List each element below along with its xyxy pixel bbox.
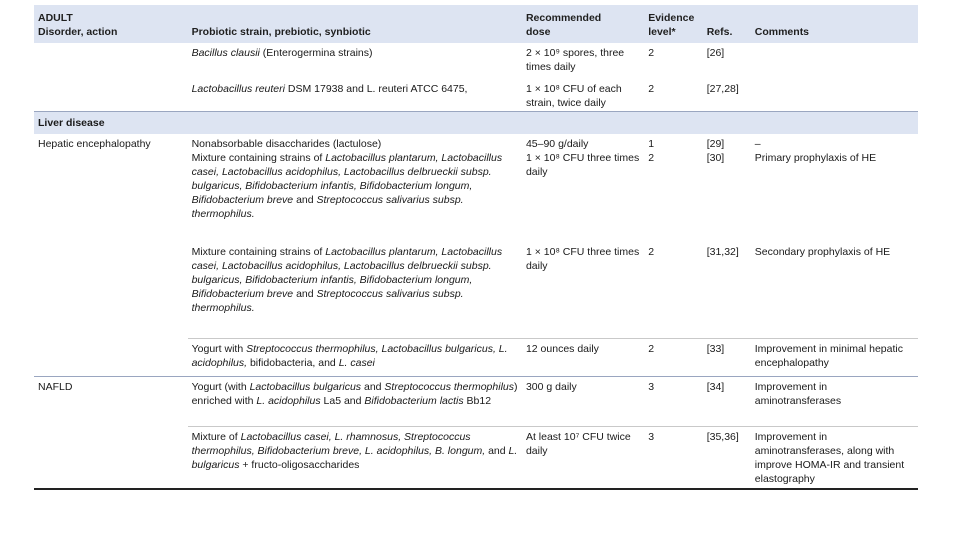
- strain-cell: Mixture containing strains of Lactobacillus plantarum, Lactobacillus casei, Lactobacillus acidophilus, Lactobacillus delbrueckii subsp. bulgaricus, Bifidobacterium infantis, Bifidobacterium longum, Bifidobacterium breve and Streptococcus salivarius subsp. thermophilus.: [191, 245, 503, 314]
- table-row: [34, 245, 918, 339]
- refs-cell: [29]: [706, 137, 725, 150]
- header-dose-line1: Recommended: [522, 5, 644, 25]
- section-row-liver: [34, 111, 918, 134]
- header-disorder: Disorder, action: [34, 25, 188, 43]
- comments-cell: [751, 43, 918, 79]
- comments-cell: Primary prophylaxis of HE: [754, 151, 877, 164]
- evidence-cell: 2: [648, 245, 655, 258]
- header-refs: Refs.: [703, 25, 751, 43]
- strain-cell: Yogurt with Streptococcus thermophilus, Lactobacillus bulgaricus, L. acidophilus, bifidobacteria, and L. casei: [188, 339, 522, 377]
- header-evidence-line2: level*: [644, 25, 703, 43]
- comments-cell: Secondary prophylaxis of HE: [754, 245, 891, 258]
- strain-cell: Bacillus clausii (Enterogermina strains): [191, 47, 373, 59]
- evidence-cell: 3: [644, 377, 703, 427]
- refs-cell: [31,32]: [706, 245, 739, 258]
- table-row: [34, 151, 918, 245]
- strain-cell: Mixture of Lactobacillus casei, L. rhamnosus, Streptococcus thermophilus, Bifidobacterium breve, L. acidophilus, B. longum, and L. bulgaricus + fructo-oligosaccharides: [188, 427, 522, 489]
- comments-cell: –: [754, 137, 761, 150]
- evidence-cell: 2: [648, 83, 655, 95]
- header-dose-line2: dose: [522, 25, 644, 43]
- refs-cell: [26]: [706, 47, 725, 59]
- comments-cell: Improvement in aminotransferases, along with improve HOMA-IR and transient elastography: [751, 427, 918, 489]
- dose-cell: 1 × 10⁸ CFU three times daily: [525, 245, 640, 272]
- comments-cell: [751, 79, 918, 111]
- header-evidence-line1: Evidence: [644, 5, 703, 25]
- table-row: [34, 377, 918, 427]
- section-title: Liver disease: [34, 111, 918, 134]
- dose-cell: 2 × 10⁹ spores, three times daily: [525, 47, 625, 73]
- dose-cell: 12 ounces daily: [522, 339, 644, 377]
- refs-cell: [27,28]: [706, 83, 739, 95]
- refs-cell: [30]: [706, 151, 725, 164]
- dose-cell: At least 10⁷ CFU twice daily: [522, 427, 644, 489]
- refs-cell: [35,36]: [703, 427, 751, 489]
- table-row: [34, 79, 918, 111]
- dose-cell: 1 × 10⁸ CFU of each strain, twice daily: [525, 83, 622, 109]
- evidence-cell: 2: [648, 47, 655, 59]
- strain-cell: Mixture containing strains of Lactobacillus plantarum, Lactobacillus casei, Lactobacillus acidophilus, Lactobacillus delbrueckii subsp. bulgaricus, Bifidobacterium infantis, Bifidobacterium longum, Bifidobacterium breve and Streptococcus salivarius subsp. thermophilus.: [191, 151, 503, 220]
- disorder-cell: Hepatic encephalopathy: [38, 137, 151, 150]
- dose-cell: 300 g daily: [522, 377, 644, 427]
- refs-cell: [33]: [703, 339, 751, 377]
- strain-cell: Nonabsorbable disaccharides (lactulose): [191, 137, 382, 150]
- probiotics-table: [34, 5, 918, 490]
- disorder-cell: NAFLD: [34, 377, 188, 427]
- header-adult: ADULT: [34, 5, 188, 25]
- evidence-cell: 2: [648, 151, 655, 164]
- header-comments: Comments: [751, 25, 918, 43]
- dose-cell: 1 × 10⁸ CFU three times daily: [525, 151, 640, 178]
- table-row: [34, 339, 918, 377]
- header-row-2: [34, 25, 918, 43]
- header-strain: Probiotic strain, prebiotic, synbiotic: [188, 25, 522, 43]
- strain-cell: Lactobacillus reuteri DSM 17938 and L. reuteri ATCC 6475,: [191, 83, 468, 95]
- header-row-1: [34, 5, 918, 25]
- table-row: [34, 134, 918, 151]
- dose-cell: 45–90 g/daily: [525, 137, 589, 150]
- strain-cell: Yogurt (with Lactobacillus bulgaricus and Streptococcus thermophilus) enriched with L. acidophilus La5 and Bifidobacterium lactis Bb12: [188, 377, 522, 427]
- refs-cell: [34]: [703, 377, 751, 427]
- evidence-cell: 2: [644, 339, 703, 377]
- evidence-cell: 1: [648, 137, 655, 150]
- table-row: [34, 43, 918, 79]
- comments-cell: Improvement in aminotransferases: [751, 377, 918, 427]
- comments-cell: Improvement in minimal hepatic encephalopathy: [751, 339, 918, 377]
- evidence-cell: 3: [644, 427, 703, 489]
- table-row: [34, 427, 918, 489]
